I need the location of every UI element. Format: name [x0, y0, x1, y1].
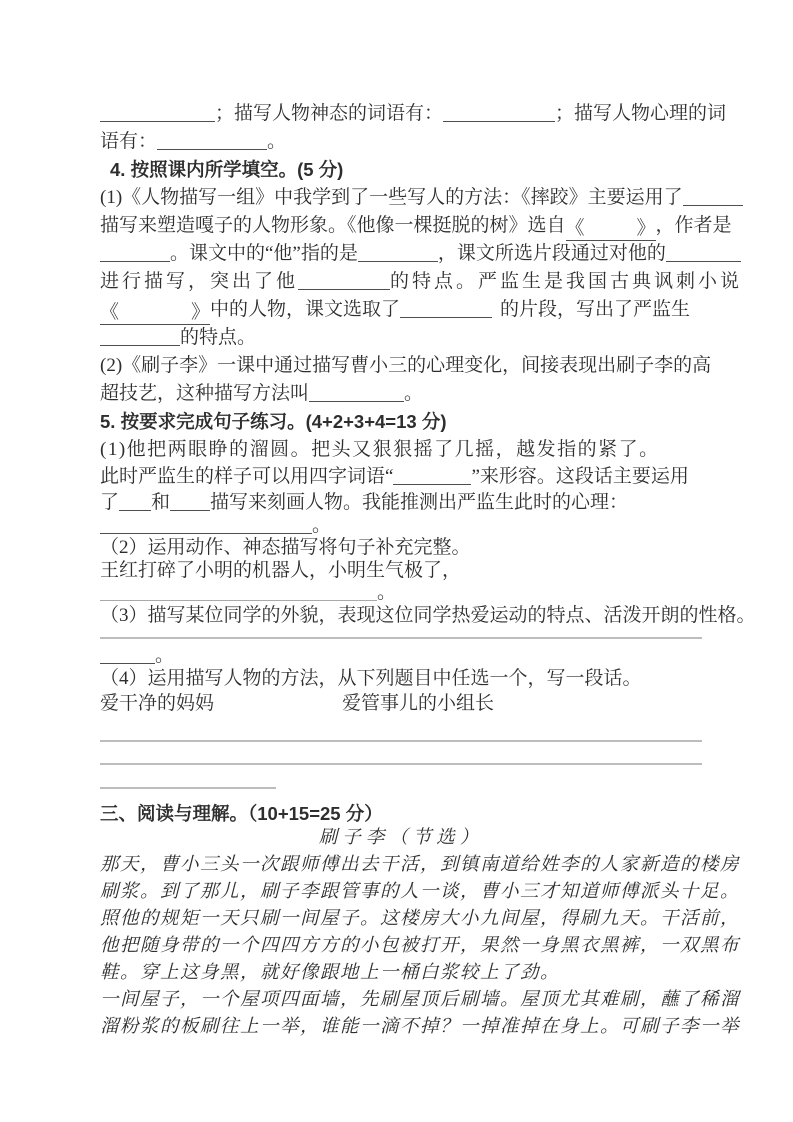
prompt-text: 语有：: [100, 131, 158, 152]
prompt-text: 中的人物，课文选取了: [210, 299, 401, 320]
q5-sub-3: （3）描写某位同学的外貌，表现这位同学热爱运动的特点、活泼开朗的性格。: [100, 605, 756, 626]
prompt-text: ，作者是: [655, 215, 732, 236]
fill-line-words-2: [100, 128, 702, 156]
q4-line-2: [100, 212, 732, 240]
answer-blank: [400, 301, 492, 318]
q4-line-8: [100, 380, 702, 408]
answer-blank: [170, 494, 210, 511]
prompt-text: 。: [404, 383, 424, 404]
prompt-text: 的片段，写出了严监生: [500, 299, 691, 320]
answer-blank: [393, 468, 471, 485]
q5-line-3: [100, 490, 702, 516]
q4-line-6: [100, 324, 702, 352]
passage-line: 他把随身带的一个四四方方的小包被打开，果然一身黑衣黑裤，一双黑布: [100, 936, 741, 956]
passage-line: 溜粉浆的板刷往上一举，谁能一滴不掉？一掉准掉在身上。可刷子李一举: [100, 1017, 741, 1037]
answer-blank: [100, 329, 180, 346]
section-3-heading: 三、阅读与理解。（10+15=25 分）: [100, 803, 383, 824]
prompt-text: ；描写人物神态的词语有：: [215, 103, 444, 124]
bracket-close: 》: [636, 218, 656, 239]
q4-line-7: (2)《刷子李》一课中通过描写曹小三的心理变化，间接表现出刷子李的高: [100, 355, 712, 376]
writing-line-short: [100, 787, 276, 789]
passage-line: 鞋。穿上这身黑，就好像跟地上一桶白浆较上了劲。: [100, 963, 561, 983]
answer-blank: [443, 105, 555, 122]
q5-sub-2: （2）运用动作、神态描写将句子补充完整。: [100, 537, 471, 558]
q4-line-4: [100, 268, 743, 296]
answer-blank: [100, 647, 155, 664]
prompt-text: 此时严监生的样子可以用四字词语“: [100, 466, 394, 487]
passage-title: 刷子李（节选）: [318, 828, 484, 848]
passage-line: 那天，曹小三头一次跟师傅出去干活，到镇南道给姓李的人家新造的楼房: [100, 855, 741, 875]
q4-line-3: [100, 240, 702, 268]
answer-blank: [100, 517, 312, 534]
passage-line: 刷浆。到了那儿，刷子李跟管事的人一谈，曹小三才知道师傅派头十足。: [100, 882, 741, 902]
prompt-text: 。: [267, 131, 287, 152]
topic-option-1: 爱干净的妈妈: [100, 693, 215, 714]
prompt-text: 超技艺，这种描写方法叫: [100, 383, 310, 404]
writing-line: [100, 740, 702, 742]
prompt-text: 。: [155, 645, 175, 666]
answer-blank: [298, 273, 390, 290]
passage-line: 一间屋子，一个屋项四面墙，先刷屋顶后刷墙。屋顶尤其难刷，蘸了稀溜: [100, 990, 741, 1010]
bracket-open: 《: [100, 302, 120, 323]
answer-blank: [100, 105, 215, 122]
q5-sentence-wanghong: 王红打碎了小明的机器人，小明生气极了，: [100, 560, 462, 581]
answer-blank: [309, 385, 404, 402]
answer-blank: [666, 245, 741, 262]
prompt-text: 进行描写，突出了他: [100, 271, 299, 292]
reading-passage: [100, 852, 741, 1041]
prompt-text: ”来形容。这段话主要运用: [471, 466, 689, 487]
topic-option-2: 爱管事儿的小组长: [342, 693, 495, 714]
prompt-text: (1)《人物描写一组》中我学到了一些写人的方法：《摔跤》主要运用了: [100, 187, 683, 208]
passage-line: 照他的规矩一天只刷一间屋子。这楼房大小九间屋，得刷九天。干活前，: [100, 909, 741, 929]
page-content: [100, 100, 756, 1041]
q4-line-1: [100, 184, 702, 212]
bracket-close: 》: [191, 302, 211, 323]
prompt-text: ，课文所选片段通过对他的: [437, 243, 666, 264]
answer-blank: [100, 584, 377, 601]
answer-blank: [157, 133, 267, 150]
q5-line-2: [100, 463, 702, 490]
answer-blank-brackets: [100, 302, 210, 325]
answer-blank: [683, 189, 743, 206]
writing-line: [100, 637, 702, 639]
prompt-text: 。: [312, 515, 332, 536]
prompt-text: 的特点。: [180, 327, 257, 348]
prompt-text: 。: [377, 582, 397, 603]
prompt-text: 描写来刻画人物。我能推测出严监生此时的心理：: [210, 492, 629, 513]
question-4-heading: 4. 按照课内所学填空。(5 分): [110, 159, 344, 180]
prompt-text: 和: [151, 492, 171, 513]
prompt-text: 描写来塑造嘎子的人物形象。《他像一棵挺脱的树》选自: [100, 215, 566, 236]
answer-blank-brackets: [566, 218, 656, 241]
q5-topic-choices: [100, 691, 702, 717]
answer-blank: [358, 245, 438, 262]
q5-answer-line-1: [100, 516, 702, 536]
q5-answer-line-2: [100, 582, 702, 604]
prompt-text: 的特点。严监生是我国古典讽刺小说: [390, 271, 743, 292]
prompt-text: ；描写人物心理的词: [555, 103, 727, 124]
bracket-open: 《: [565, 218, 585, 239]
q5-sentence-1: (1)他把两眼睁的溜圆。把头又狠狠摇了几摇，越发指的紧了。: [100, 439, 660, 460]
answer-blank: [100, 245, 170, 262]
question-5-heading: 5. 按要求完成句子练习。(4+2+3+4=13 分): [100, 411, 447, 432]
fill-line-words: [100, 100, 727, 128]
prompt-text: 。课文中的“他”指的是: [170, 243, 358, 264]
prompt-text: 了: [100, 492, 120, 513]
answer-blank: [119, 494, 151, 511]
q4-line-5: [100, 296, 702, 324]
writing-line: [100, 763, 702, 765]
q5-sub-4: （4）运用描写人物的方法，从下列题目中任选一个，写一段话。: [100, 668, 642, 689]
q5-answer-line-3: [100, 645, 702, 667]
